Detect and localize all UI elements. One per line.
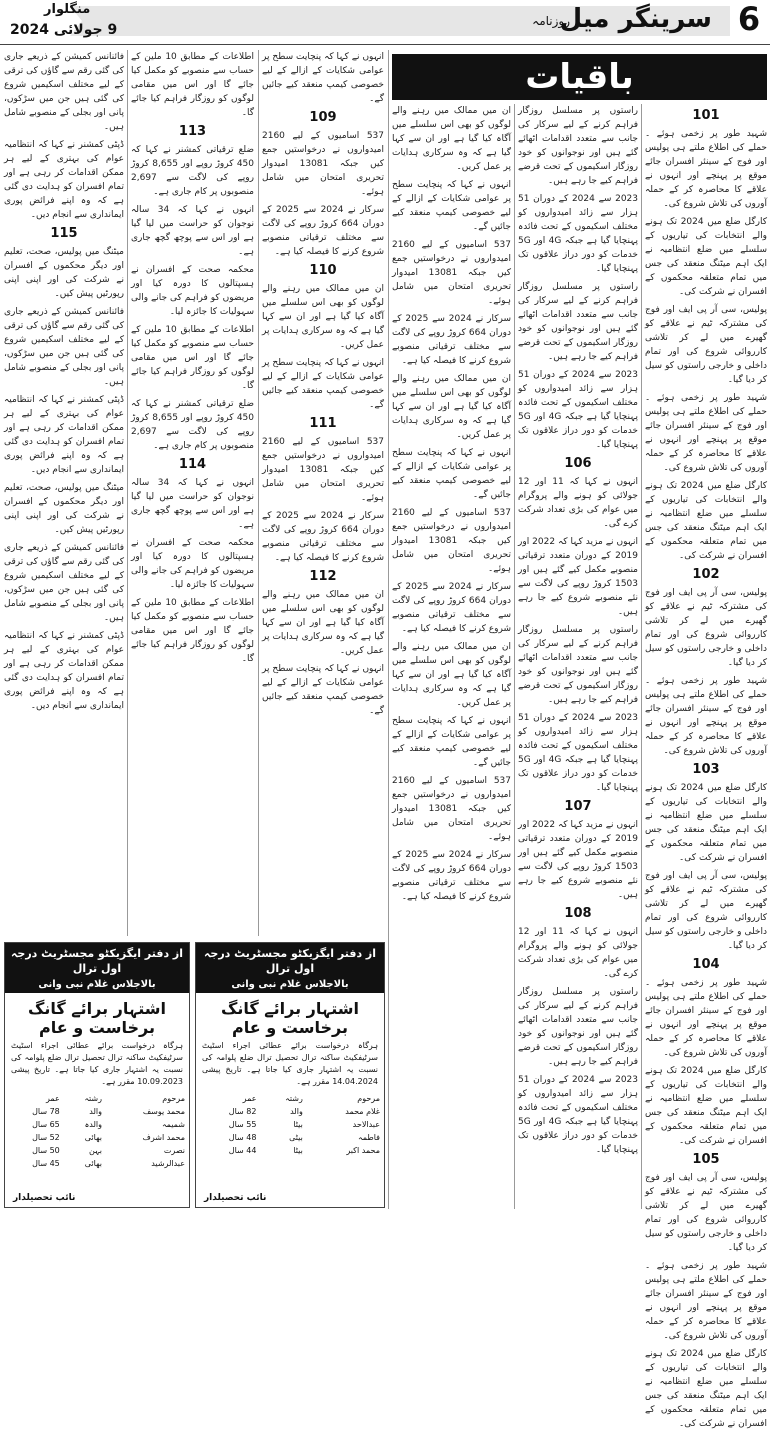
article-paragraph: ان میں ممالک میں رہنے والے لوگوں کو بھی اس سلسلے میں آگاہ کیا گیا ہے اور ان سے کہا گیا ہے کہ وہ سرکاری ہدایات پر عمل کریں۔ — [392, 374, 511, 440]
continuation-number: 109 — [309, 110, 337, 125]
article-paragraph: میٹنگ میں پولیس، صحت، تعلیم اور دیگر محکموں کے افسران نے شرکت کی اور اپنی اپنی رپورٹیں پیش کیں۔ — [4, 247, 124, 299]
column-divider — [641, 104, 642, 1209]
article-paragraph: ڈپٹی کمشنر نے کہا کہ انتظامیہ عوام کی بہتری کے لیے ہر ممکن اقدامات کر رہی ہے اور تمام افسران کو ہدایت دی گئی ہے کہ وہ اپنے فرائض پوری ایمانداری سے انجام دیں۔ — [4, 395, 124, 475]
continuation-number: 110 — [309, 263, 337, 278]
table-row: مرحوم رشتہ عمر — [45, 1094, 185, 1103]
column-4 — [262, 50, 384, 936]
ad-signature: نائب تحصیلدار — [13, 1193, 76, 1203]
article-paragraph: شہید طور پر زخمی ہوئے ۔ حملے کی اطلاع ملتے ہی پولیس اور فوج کے سینئر افسران جائے موقع پر پہنچے اور انہوں نے علاقے کا محاصرہ کر کے حملہ آوروں کی تلاش شروع کی۔ — [645, 676, 767, 756]
column-2 — [518, 104, 638, 1209]
article-paragraph: انہوں نے مزید کہا کہ 2022 اور 2019 کے دوران متعدد ترقیاتی منصوبے مکمل کیے گئے ہیں اور 1503 کروڑ روپے کی لاگت سے نئے منصوبے شروع کیے جا رہے ہیں۔ — [518, 820, 638, 900]
table-row: فاطمہ بیٹی 48 سال — [228, 1133, 380, 1142]
continuation-number: 112 — [309, 569, 337, 584]
continuation-number: 105 — [692, 1152, 720, 1167]
article-paragraph: کارگل ضلع میں 2024 تک ہونے والے انتخابات کی تیاریوں کے سلسلے میں ضلع انتظامیہ نے ایک اہم میٹنگ منعقد کی جس میں تمام متعلقہ محکموں کے افسران نے شرکت کی۔ — [645, 481, 767, 561]
article-paragraph: کارگل ضلع میں 2024 تک ہونے والے انتخابات کی تیاریوں کے سلسلے میں ضلع انتظامیہ نے ایک اہم میٹنگ منعقد کی جس میں تمام متعلقہ محکموں کے افسران نے شرکت کی۔ — [645, 1066, 767, 1146]
article-paragraph: انہوں نے کہا کہ پنچایت سطح پر عوامی شکایات کے ازالے کے لیے خصوصی کیمپ منعقد کیے جائیں گے۔ — [392, 180, 511, 232]
article-paragraph: سرکار نے 2024 سے 2025 کے دوران 664 کروڑ روپے کی لاگت سے مختلف ترقیاتی منصوبے شروع کرنے کا فیصلہ کیا ہے۔ — [262, 511, 385, 563]
article-paragraph: ان میں ممالک میں رہنے والے لوگوں کو بھی اس سلسلے میں آگاہ کیا گیا ہے اور ان سے کہا گیا ہے کہ وہ سرکاری ہدایات پر عمل کریں۔ — [262, 590, 384, 656]
continuation-number: 111 — [309, 416, 337, 431]
article-paragraph: محکمہ صحت کے افسران نے ہسپتالوں کا دورہ کیا اور مریضوں کو فراہم کی جانے والی سہولیات کا جائزہ لیا۔ — [131, 538, 254, 590]
ad-subheading: بالاجلاس غلام نبی وانی — [196, 979, 384, 993]
article-paragraph: ڈپٹی کمشنر نے کہا کہ انتظامیہ عوام کی بہتری کے لیے ہر ممکن اقدامات کر رہی ہے اور تمام افسران کو ہدایت دی گئی ہے کہ وہ اپنے فرائض پوری ایمانداری سے انجام دیں۔ — [4, 140, 124, 220]
ad-heading: از دفتر ایگزیکٹو مجسٹریٹ درجہ اول ترال — [5, 943, 189, 979]
column-divider — [127, 50, 128, 936]
article-paragraph: راستوں پر مسلسل روزگار فراہم کرنے کے لیے سرکار کی جانب سے متعدد اقدامات اٹھائے گئے ہیں اور نوجوانوں کو خود روزگار اسکیموں کے تحت قرضے فراہم کیے جا رہے ہیں۔ — [518, 106, 638, 186]
article-paragraph: پولیس، سی آر پی ایف اور فوج کی مشترکہ ٹیم نے علاقے کو گھیرے میں لے کر تلاشی کارروائی شروع کی اور تمام داخلی و خارجی راستوں کو سیل کر دیا گیا۔ — [645, 871, 767, 951]
article-paragraph: 537 اسامیوں کے لیے 2160 امیدواروں نے درخواستیں جمع کیں جبکہ 13081 امیدوار تحریری امتحان میں شامل ہوئے۔ — [262, 131, 384, 197]
article-paragraph: راستوں پر مسلسل روزگار فراہم کرنے کے لیے سرکار کی جانب سے متعدد اقدامات اٹھائے گئے ہیں اور نوجوانوں کو خود روزگار اسکیموں کے تحت قرضے فراہم کیے جا رہے ہیں۔ — [518, 282, 638, 362]
continuation-number: 115 — [50, 226, 78, 241]
article-paragraph: انہوں نے کہا کہ پنچایت سطح پر عوامی شکایات کے ازالے کے لیے خصوصی کیمپ منعقد کیے جائیں گے۔ — [392, 448, 511, 500]
article-paragraph: سرکار نے 2024 سے 2025 کے دوران 664 کروڑ روپے کی لاگت سے مختلف ترقیاتی منصوبے شروع کرنے کا فیصلہ کیا ہے۔ — [392, 850, 511, 902]
article-paragraph: فائنانس کمیشن کے ذریعے جاری کی گئی رقم سے گاؤں کی ترقی کے لیے مختلف اسکیمیں شروع کی گئی ہیں جن میں سڑکوں، پانی اور بجلی کے منصوبے شامل ہیں۔ — [4, 52, 124, 132]
article-paragraph: سرکار نے 2024 سے 2025 کے دوران 664 کروڑ روپے کی لاگت سے مختلف ترقیاتی منصوبے شروع کرنے کا فیصلہ کیا ہے۔ — [392, 314, 511, 366]
article-paragraph: انہوں نے کہا کہ 11 اور 12 جولائی کو ہونے والے پروگرام میں عوام کی بڑی تعداد شرکت کرے گی۔ — [518, 477, 638, 529]
article-paragraph: 2023 سے 2024 کے دوران 51 ہزار سے زائد امیدواروں کو مختلف اسکیموں کے تحت فائدہ پہنچایا گیا ہے جبکہ 4G اور 5G خدمات کو دور دراز علاقوں تک پہنچایا گیا۔ — [518, 713, 638, 793]
ad-table — [5, 1092, 189, 1170]
continuation-number: 102 — [692, 567, 720, 582]
article-paragraph: راستوں پر مسلسل روزگار فراہم کرنے کے لیے سرکار کی جانب سے متعدد اقدامات اٹھائے گئے ہیں اور نوجوانوں کو خود روزگار اسکیموں کے تحت قرضے فراہم کیے جا رہے ہیں۔ — [518, 625, 638, 705]
continuation-number: 113 — [178, 124, 207, 139]
article-paragraph: 2023 سے 2024 کے دوران 51 ہزار سے زائد امیدواروں کو مختلف اسکیموں کے تحت فائدہ پہنچایا گیا ہے جبکہ 4G اور 5G خدمات کو دور دراز علاقوں تک پہنچایا گیا۔ — [518, 194, 638, 274]
article-paragraph: سرکار نے 2024 سے 2025 کے دوران 664 کروڑ روپے کی لاگت سے مختلف ترقیاتی منصوبے شروع کرنے کا فیصلہ کیا ہے۔ — [262, 205, 385, 257]
ad-body: ہرگاہ درخواست برائے عطائی اجراء اسٹیٹ سرٹیفکیٹ ساکنہ ترال تحصیل ترال ضلع پلوامہ کی نسبت یہ اشتہار جاری کیا جاتا ہے۔ تاریخ پیشی 10.09.2023 مقرر ہے۔ — [11, 1041, 183, 1086]
article-paragraph: میٹنگ میں پولیس، صحت، تعلیم اور دیگر محکموں کے افسران نے شرکت کی اور اپنی اپنی رپورٹیں پیش کیں۔ — [4, 483, 124, 535]
article-paragraph: انہوں نے کہا کہ پنچایت سطح پر عوامی شکایات کے ازالے کے لیے خصوصی کیمپ منعقد کیے جائیں گے۔ — [262, 664, 384, 716]
continuation-number: 104 — [692, 957, 720, 972]
table-row: عبدالرشید بھائی 45 سال — [32, 1159, 185, 1168]
ad-signature: نائب تحصیلدار — [204, 1193, 267, 1203]
article-paragraph: پولیس، سی آر پی ایف اور فوج کی مشترکہ ٹیم نے علاقے کو گھیرے میں لے کر تلاشی کارروائی شروع کی اور تمام داخلی و خارجی راستوں کو سیل کر دیا گیا۔ — [645, 305, 767, 385]
article-paragraph: انہوں نے کہا کہ 11 اور 12 جولائی کو ہونے والے پروگرام میں عوام کی بڑی تعداد شرکت کرے گی۔ — [518, 927, 638, 979]
article-paragraph: شہید طور پر زخمی ہوئے ۔ حملے کی اطلاع ملتے ہی پولیس اور فوج کے سینئر افسران جائے موقع پر پہنچے اور انہوں نے علاقے کا محاصرہ کر کے حملہ آوروں کی تلاش شروع کی۔ — [645, 393, 767, 473]
ad-title: اشتہار برائے گانگ برخاست و عام — [27, 999, 166, 1037]
table-row: عبدالاحد بیٹا 55 سال — [228, 1120, 380, 1129]
article-paragraph: کارگل ضلع میں 2024 تک ہونے والے انتخابات کی تیاریوں کے سلسلے میں ضلع انتظامیہ نے ایک اہم میٹنگ منعقد کی جس میں تمام متعلقہ محکموں کے افسران نے شرکت کی۔ — [645, 1349, 767, 1429]
article-paragraph: 537 اسامیوں کے لیے 2160 امیدواروں نے درخواستیں جمع کیں جبکہ 13081 امیدوار تحریری امتحان میں شامل ہوئے۔ — [392, 240, 511, 306]
column-divider — [388, 50, 389, 1209]
article-paragraph: 2023 سے 2024 کے دوران 51 ہزار سے زائد امیدواروں کو مختلف اسکیموں کے تحت فائدہ پہنچایا گیا ہے جبکہ 4G اور 5G خدمات کو دور دراز علاقوں تک پہنچایا گیا۔ — [518, 1075, 638, 1155]
article-paragraph: 537 اسامیوں کے لیے 2160 امیدواروں نے درخواستیں جمع کیں جبکہ 13081 امیدوار تحریری امتحان میں شامل ہوئے۔ — [392, 508, 511, 574]
column-divider — [514, 104, 515, 1209]
article-paragraph: ڈپٹی کمشنر نے کہا کہ انتظامیہ عوام کی بہتری کے لیے ہر ممکن اقدامات کر رہی ہے اور تمام افسران کو ہدایت دی گئی ہے کہ وہ اپنے فرائض پوری ایمانداری سے انجام دیں۔ — [4, 631, 124, 711]
article-paragraph: 537 اسامیوں کے لیے 2160 امیدواروں نے درخواستیں جمع کیں جبکہ 13081 امیدوار تحریری امتحان میں شامل ہوئے۔ — [262, 437, 384, 503]
article-paragraph: پولیس، سی آر پی ایف اور فوج کی مشترکہ ٹیم نے علاقے کو گھیرے میں لے کر تلاشی کارروائی شروع کی اور تمام داخلی و خارجی راستوں کو سیل کر دیا گیا۔ — [645, 588, 767, 668]
article-paragraph: شہید طور پر زخمی ہوئے ۔ حملے کی اطلاع ملتے ہی پولیس اور فوج کے سینئر افسران جائے موقع پر پہنچے اور انہوں نے علاقے کا محاصرہ کر کے حملہ آوروں کی تلاش شروع کی۔ — [645, 978, 767, 1058]
article-paragraph: محکمہ صحت کے افسران نے ہسپتالوں کا دورہ کیا اور مریضوں کو فراہم کی جانے والی سہولیات کا جائزہ لیا۔ — [131, 265, 254, 317]
article-paragraph: راستوں پر مسلسل روزگار فراہم کرنے کے لیے سرکار کی جانب سے متعدد اقدامات اٹھائے گئے ہیں اور نوجوانوں کو خود روزگار اسکیموں کے تحت قرضے فراہم کیے جا رہے ہیں۔ — [518, 987, 638, 1067]
ad-heading: از دفتر ایگزیکٹو مجسٹریٹ درجہ اول ترال — [196, 943, 384, 979]
article-paragraph: انہوں نے کہا کہ 34 سالہ نوجوان کو حراست میں لیا گیا ہے اور اس سے پوچھ گچھ جاری ہے۔ — [131, 205, 254, 257]
article-paragraph: کارگل ضلع میں 2024 تک ہونے والے انتخابات کی تیاریوں کے سلسلے میں ضلع انتظامیہ نے ایک اہم میٹنگ منعقد کی جس میں تمام متعلقہ محکموں کے افسران نے شرکت کی۔ — [645, 783, 767, 863]
article-paragraph: اطلاعات کے مطابق 10 ملین کے حساب سے منصوبے کو مکمل کیا جائے گا اور اس میں مقامی لوگوں کو روزگار فراہم کیا جائے گا۔ — [131, 52, 255, 118]
continuation-number: 106 — [564, 456, 592, 471]
table-row: شمیمہ والدہ 65 سال — [32, 1120, 185, 1129]
section-title: باقیات — [392, 54, 767, 100]
masthead — [0, 0, 770, 44]
continuation-number: 101 — [692, 108, 720, 123]
ad-table — [196, 1092, 384, 1157]
column-5 — [131, 50, 254, 936]
column-1 — [645, 104, 767, 1429]
article-paragraph: انہوں نے کہا کہ پنچایت سطح پر عوامی شکایات کے ازالے کے لیے خصوصی کیمپ منعقد کیے جائیں گے۔ — [262, 358, 384, 410]
article-paragraph: انہوں نے کہا کہ 34 سالہ نوجوان کو حراست میں لیا گیا ہے اور اس سے پوچھ گچھ جاری ہے۔ — [131, 478, 254, 530]
issue-date: 9 جولائی 2024 — [10, 22, 118, 38]
continuation-number: 114 — [178, 457, 207, 472]
column-3 — [392, 104, 511, 1209]
article-paragraph: اطلاعات کے مطابق 10 ملین کے حساب سے منصوبے کو مکمل کیا جائے گا اور اس میں مقامی لوگوں کو روزگار فراہم کیا جائے گا۔ — [131, 598, 255, 664]
continuation-number: 107 — [564, 799, 592, 814]
article-paragraph: کارگل ضلع میں 2024 تک ہونے والے انتخابات کی تیاریوں کے سلسلے میں ضلع انتظامیہ نے ایک اہم میٹنگ منعقد کی جس میں تمام متعلقہ محکموں کے افسران نے شرکت کی۔ — [645, 217, 767, 297]
header-rule — [0, 44, 770, 45]
ad-body: ہرگاہ درخواست برائے عطائی اجراء اسٹیٹ سرٹیفکیٹ ساکنہ ترال تحصیل ترال ضلع پلوامہ کی نسبت یہ اشتہار جاری کیا جاتا ہے۔ تاریخ پیشی 14.04.2024 مقرر ہے۔ — [202, 1041, 378, 1086]
article-paragraph: انہوں نے کہا کہ پنچایت سطح پر عوامی شکایات کے ازالے کے لیے خصوصی کیمپ منعقد کیے جائیں گے۔ — [392, 716, 511, 768]
article-paragraph: 2023 سے 2024 کے دوران 51 ہزار سے زائد امیدواروں کو مختلف اسکیموں کے تحت فائدہ پہنچایا گیا ہے جبکہ 4G اور 5G خدمات کو دور دراز علاقوں تک پہنچایا گیا۔ — [518, 370, 638, 450]
issue-day: منگلوار — [44, 2, 91, 17]
table-row: محمد اشرف بھائی 52 سال — [32, 1133, 185, 1142]
table-row: محمد اکبر بیٹا 44 سال — [228, 1146, 380, 1155]
article-paragraph: پولیس، سی آر پی ایف اور فوج کی مشترکہ ٹیم نے علاقے کو گھیرے میں لے کر تلاشی کارروائی شروع کی اور تمام داخلی و خارجی راستوں کو سیل کر دیا گیا۔ — [645, 1173, 767, 1253]
table-row: مرحوم رشتہ عمر — [242, 1094, 380, 1103]
legal-notice-ad — [4, 942, 190, 1208]
legal-notice-ad — [195, 942, 385, 1208]
article-paragraph: ضلع ترقیاتی کمشنر نے کہا کہ 450 کروڑ روپے اور 8,655 کروڑ روپے کی لاگت سے 2,697 منصوبوں پر کام جاری ہے۔ — [131, 145, 254, 197]
article-paragraph: فائنانس کمیشن کے ذریعے جاری کی گئی رقم سے گاؤں کی ترقی کے لیے مختلف اسکیمیں شروع کی گئی ہیں جن میں سڑکوں، پانی اور بجلی کے منصوبے شامل ہیں۔ — [4, 307, 124, 387]
ad-subheading: بالاجلاس غلام نبی وانی — [5, 979, 189, 993]
article-paragraph: ان میں ممالک میں رہنے والے لوگوں کو بھی اس سلسلے میں آگاہ کیا گیا ہے اور ان سے کہا گیا ہے کہ وہ سرکاری ہدایات پر عمل کریں۔ — [392, 642, 511, 708]
table-row: محمد یوسف والد 78 سال — [32, 1107, 185, 1116]
article-paragraph: ان میں ممالک میں رہنے والے لوگوں کو بھی اس سلسلے میں آگاہ کیا گیا ہے اور ان سے کہا گیا ہے کہ وہ سرکاری ہدایات پر عمل کریں۔ — [392, 106, 511, 172]
article-paragraph: انہوں نے مزید کہا کہ 2022 اور 2019 کے دوران متعدد ترقیاتی منصوبے مکمل کیے گئے ہیں اور 1503 کروڑ روپے کی لاگت سے نئے منصوبے شروع کیے جا رہے ہیں۔ — [518, 537, 638, 617]
article-paragraph: شہید طور پر زخمی ہوئے ۔ حملے کی اطلاع ملتے ہی پولیس اور فوج کے سینئر افسران جائے موقع پر پہنچے اور انہوں نے علاقے کا محاصرہ کر کے حملہ آوروں کی تلاش شروع کی۔ — [645, 1261, 767, 1341]
paper-name: سرینگر میل — [559, 4, 712, 34]
article-paragraph: شہید طور پر زخمی ہوئے ۔ حملے کی اطلاع ملتے ہی پولیس اور فوج کے سینئر افسران جائے موقع پر پہنچے اور انہوں نے علاقے کا محاصرہ کر کے حملہ آوروں کی تلاش شروع کی۔ — [645, 129, 767, 209]
article-paragraph: اطلاعات کے مطابق 10 ملین کے حساب سے منصوبے کو مکمل کیا جائے گا اور اس میں مقامی لوگوں کو روزگار فراہم کیا جائے گا۔ — [131, 325, 255, 391]
paper-daily-label: روزنامہ — [532, 14, 570, 28]
continuation-number: 108 — [564, 906, 592, 921]
article-paragraph: فائنانس کمیشن کے ذریعے جاری کی گئی رقم سے گاؤں کی ترقی کے لیے مختلف اسکیمیں شروع کی گئی ہیں جن میں سڑکوں، پانی اور بجلی کے منصوبے شامل ہیں۔ — [4, 543, 124, 623]
column-divider — [258, 50, 259, 936]
table-row: غلام محمد والد 82 سال — [228, 1107, 380, 1116]
article-paragraph: انہوں نے کہا کہ پنچایت سطح پر عوامی شکایات کے ازالے کے لیے خصوصی کیمپ منعقد کیے جائیں گے۔ — [262, 52, 384, 104]
article-paragraph: 537 اسامیوں کے لیے 2160 امیدواروں نے درخواستیں جمع کیں جبکہ 13081 امیدوار تحریری امتحان میں شامل ہوئے۔ — [392, 776, 511, 842]
ad-title: اشتہار برائے گانگ برخاست و عام — [220, 999, 359, 1037]
article-paragraph: ضلع ترقیاتی کمشنر نے کہا کہ 450 کروڑ روپے اور 8,655 کروڑ روپے کی لاگت سے 2,697 منصوبوں پر کام جاری ہے۔ — [131, 399, 254, 451]
column-6 — [4, 50, 124, 930]
article-paragraph: سرکار نے 2024 سے 2025 کے دوران 664 کروڑ روپے کی لاگت سے مختلف ترقیاتی منصوبے شروع کرنے کا فیصلہ کیا ہے۔ — [392, 582, 511, 634]
continuation-number: 103 — [692, 762, 720, 777]
table-row: نصرت بہن 50 سال — [32, 1146, 185, 1155]
article-paragraph: ان میں ممالک میں رہنے والے لوگوں کو بھی اس سلسلے میں آگاہ کیا گیا ہے اور ان سے کہا گیا ہے کہ وہ سرکاری ہدایات پر عمل کریں۔ — [262, 284, 384, 350]
page-number: 6 — [737, 0, 761, 38]
